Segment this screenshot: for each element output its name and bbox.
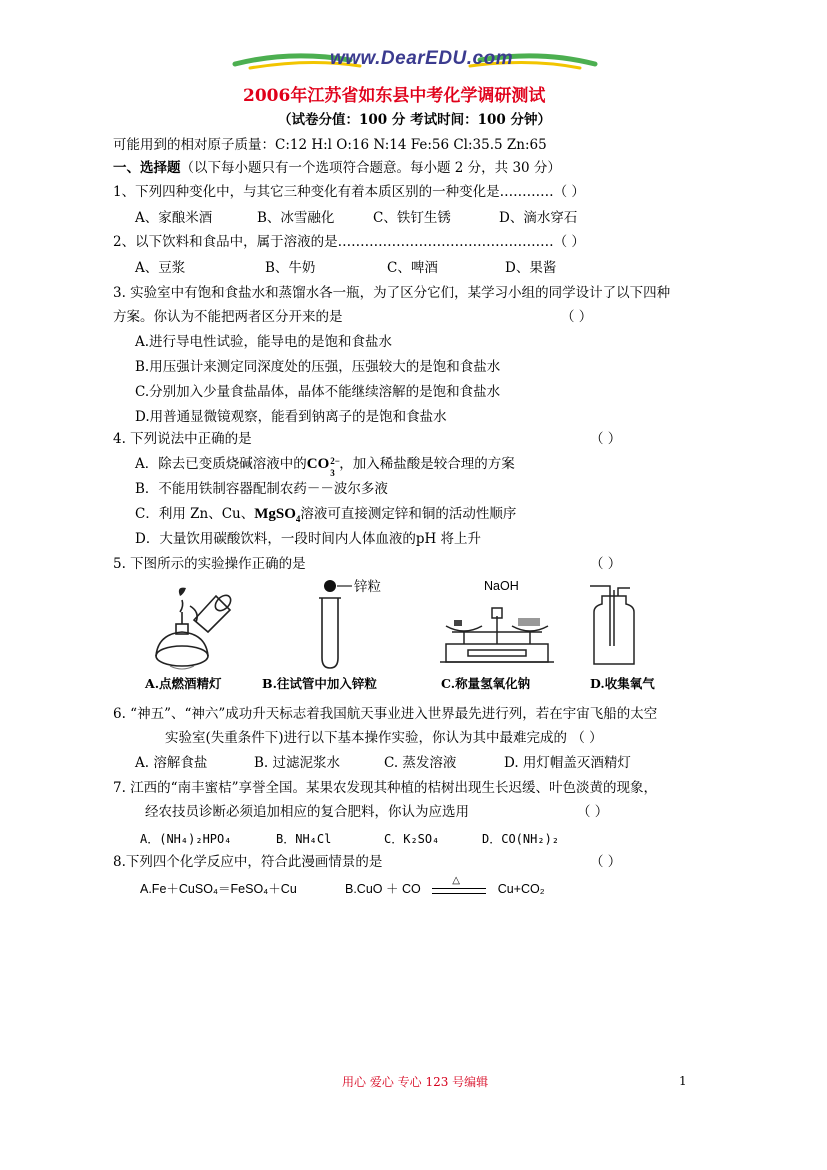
q6-stem-line1: 6. “神五”、“神六”成功升天标志着我国航天事业进入世界最先进行列，若在宇宙飞船的太空 bbox=[113, 706, 658, 722]
q7-option-c[interactable]: C．K₂SO₄ bbox=[384, 832, 440, 846]
q4-answer-bracket[interactable]: （ ） bbox=[590, 431, 622, 447]
carbonate-base: CO bbox=[306, 456, 330, 472]
q6-option-c[interactable]: C. 蒸发溶液 bbox=[384, 755, 457, 771]
mgso4-formula bbox=[254, 506, 300, 522]
q3-option-d[interactable]: D.用普通显微镜观察，能看到钠离子的是饱和食盐水 bbox=[135, 409, 447, 425]
zinc-label: 锌粒 bbox=[354, 579, 381, 595]
q7-option-b[interactable]: B．NH₄Cl bbox=[276, 832, 332, 846]
q5-answer-bracket[interactable]: （ ） bbox=[590, 556, 622, 572]
carbonate-subscript: 3 bbox=[330, 467, 335, 478]
figure-a-caption: A.点燃酒精灯 bbox=[145, 676, 222, 691]
q7-answer-bracket[interactable]: （ ） bbox=[577, 804, 609, 820]
q1-option-a[interactable]: A、家酿米酒 bbox=[135, 210, 213, 226]
q3-stem-line1: 3. 实验室中有饱和食盐水和蒸馏水各一瓶，为了区分它们，某学习小组的同学设计了以下四种 bbox=[113, 285, 671, 301]
q8-stem: 8.下列四个化学反应中，符合此漫画情景的是 bbox=[113, 854, 383, 870]
q3-option-b[interactable]: B.用压强计来测定同深度处的压强，压强较大的是饱和食盐水 bbox=[135, 359, 501, 375]
q3-stem-line2: 方案。你认为不能把两者区分开来的是 bbox=[113, 309, 343, 325]
q7-option-a[interactable]: A．(NH₄)₂HPO₄ bbox=[140, 832, 232, 846]
footer-slogan: 用心 爱心 专心 123 号编辑 bbox=[342, 1075, 489, 1089]
page-number: 1 bbox=[679, 1074, 687, 1088]
section-title: 一、选择题 bbox=[113, 160, 181, 176]
q5-stem: 5. 下图所示的实验操作正确的是 bbox=[113, 556, 306, 572]
balance-scale-icon bbox=[438, 596, 556, 668]
q4-option-c[interactable] bbox=[135, 505, 516, 528]
q4-option-c-pre: C．利用 Zn、Cu、 bbox=[135, 506, 255, 522]
q4-option-a-pre: A．除去已变质烧碱溶液中的 bbox=[135, 456, 307, 472]
q6-options bbox=[135, 754, 631, 772]
section-note: （以下每小题只有一个选项符合题意。每小题 2 分，共 30 分） bbox=[180, 160, 561, 176]
carbonate-charge: 2− bbox=[330, 455, 340, 466]
q2-option-b[interactable]: B、牛奶 bbox=[265, 260, 316, 276]
gas-bottle-icon bbox=[584, 584, 644, 668]
figure-a bbox=[140, 582, 240, 674]
q2-stem: 2、以下饮料和食品中，属于溶液的是…………………………………………（ ） bbox=[113, 234, 585, 250]
page-subtitle: （试卷分值：100 分 考试时间：100 分钟） bbox=[278, 112, 551, 128]
naoh-label: NaOH bbox=[484, 579, 519, 593]
figure-d-caption: D.收集氧气 bbox=[590, 676, 655, 691]
q7-option-d[interactable]: D．CO(NH₂)₂ bbox=[482, 832, 560, 846]
q3-option-a[interactable]: A.进行导电性试验，能导电的是饱和食盐水 bbox=[135, 334, 393, 350]
q1-option-b[interactable]: B、冰雪融化 bbox=[257, 210, 335, 226]
q4-option-b[interactable]: B．不能用铁制容器配制农药－－波尔多液 bbox=[135, 481, 388, 497]
q4-option-a[interactable] bbox=[135, 455, 515, 478]
figure-c bbox=[438, 596, 556, 668]
q8-option-a[interactable]: A.Fe＋CuSO₄＝FeSO₄＋Cu bbox=[140, 882, 297, 896]
q4-option-c-post: 溶液可直接测定锌和铜的活动性顺序 bbox=[300, 506, 517, 522]
q6-option-a[interactable]: A. 溶解食盐 bbox=[135, 755, 208, 771]
figure-d bbox=[584, 584, 644, 668]
q7-stem-line2: 经农技员诊断必须追加相应的复合肥料，你认为应选用 bbox=[145, 804, 469, 820]
q3-answer-bracket[interactable]: （ ） bbox=[561, 309, 593, 325]
q1-option-d[interactable]: D、滴水穿石 bbox=[499, 210, 578, 226]
q4-stem: 4. 下列说法中正确的是 bbox=[113, 431, 252, 447]
q7-options bbox=[140, 830, 559, 848]
q6-option-b[interactable]: B. 过滤泥浆水 bbox=[254, 755, 341, 771]
test-tube-icon bbox=[300, 578, 400, 670]
figure-c-caption: C.称量氢氧化钠 bbox=[441, 676, 531, 691]
q8-option-b[interactable] bbox=[345, 874, 545, 898]
q8-answer-bracket[interactable]: （ ） bbox=[590, 854, 622, 870]
q4-option-d[interactable]: D．大量饮用碳酸饮料，一段时间内人体血液的pH 将上升 bbox=[135, 531, 482, 547]
heat-triangle-icon: △ bbox=[452, 874, 460, 886]
q4-option-a-post: ，加入稀盐酸是较合理的方案 bbox=[339, 456, 515, 472]
q2-options bbox=[135, 259, 556, 277]
page-title: 2006年江苏省如东县中考化学调研测试 bbox=[243, 86, 546, 106]
q1-stem: 1、下列四种变化中，与其它三种变化有着本质区别的一种变化是…………（ ） bbox=[113, 184, 585, 200]
mgso4-subscript: 4 bbox=[295, 514, 301, 524]
q6-stem-line2: 实验室(失重条件下)进行以下基本操作实验，你认为其中最难完成的 （ ） bbox=[165, 730, 603, 746]
alcohol-lamp-icon bbox=[140, 582, 240, 674]
q8-option-b-right: Cu+CO₂ bbox=[497, 882, 545, 896]
atomic-masses: 可能用到的相对原子质量：C:12 H:l O:16 N:14 Fe:56 Cl:35.5 Zn:65 bbox=[113, 137, 547, 153]
q6-option-d[interactable]: D. 用灯帽盖灭酒精灯 bbox=[504, 755, 631, 771]
q3-option-c[interactable]: C.分别加入少量食盐晶体，晶体不能继续溶解的是饱和食盐水 bbox=[135, 384, 501, 400]
site-url[interactable]: www.DearEDU.com bbox=[330, 48, 514, 69]
q2-option-a[interactable]: A、豆浆 bbox=[135, 260, 186, 276]
q2-option-c[interactable]: C、啤酒 bbox=[387, 260, 438, 276]
q1-options bbox=[135, 209, 577, 227]
q1-option-c[interactable]: C、铁钉生锈 bbox=[373, 210, 451, 226]
q7-stem-line1: 7. 江西的“南丰蜜桔”享誉全国。某果农发现其种植的桔树出现生长迟缓、叶色淡黄的现象， bbox=[113, 780, 657, 796]
header-banner bbox=[230, 48, 600, 74]
mgso4-base: MgSO bbox=[254, 506, 296, 522]
reaction-arrow bbox=[432, 874, 486, 898]
section-heading bbox=[113, 159, 561, 177]
q8-option-b-left: B.CuO ＋ CO bbox=[345, 882, 421, 896]
carbonate-formula bbox=[306, 455, 340, 478]
q2-option-d[interactable]: D、果酱 bbox=[505, 260, 557, 276]
equals-bars bbox=[432, 888, 486, 894]
figure-b bbox=[300, 578, 400, 670]
figure-b-caption: B.往试管中加入锌粒 bbox=[262, 676, 377, 691]
